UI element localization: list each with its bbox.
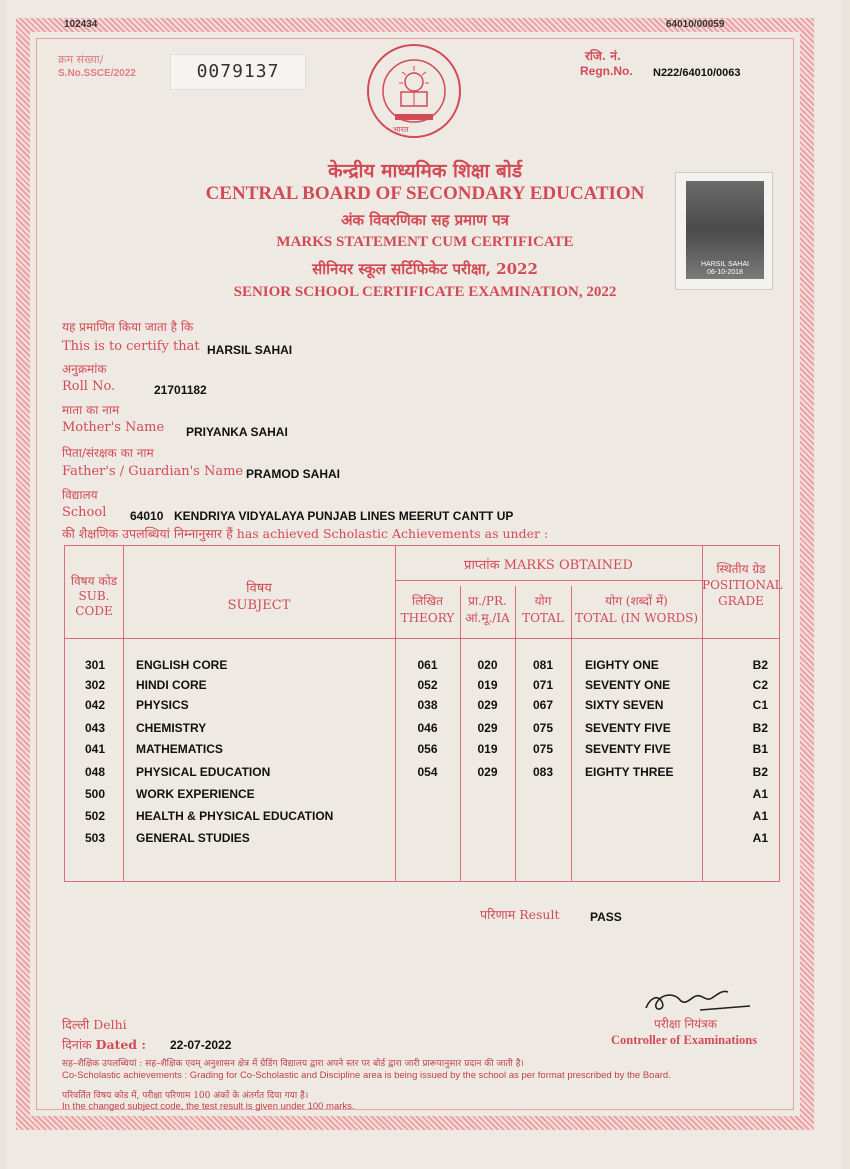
cell-total: 083 xyxy=(532,765,554,779)
seal-country: भारत xyxy=(393,125,409,134)
dated-hi: दिनांक xyxy=(62,1037,92,1052)
board-title-en: CENTRAL BOARD OF SECONDARY EDUCATION xyxy=(205,183,645,204)
note2-hi: परिवर्तित विषय कोड में, परीक्षा परिणाम 100 अंकों के अंतर्गत दिया गया है। xyxy=(62,1091,309,1101)
header-sub-code xyxy=(65,574,123,619)
exam-title-en: SENIOR SCHOOL CERTIFICATE EXAMINATION, 2022 xyxy=(233,284,617,300)
sheet-number: 102434 xyxy=(64,19,98,30)
cell-name: PHYSICAL EDUCATION xyxy=(136,765,271,779)
header-grade xyxy=(702,561,783,609)
cell-ia: 029 xyxy=(477,698,498,712)
cell-words: EIGHTY THREE xyxy=(585,765,674,779)
cell-name: HEALTH & PHYSICAL EDUCATION xyxy=(136,809,334,823)
header-theory-en: THEORY xyxy=(400,611,455,625)
cell-code: 043 xyxy=(85,721,106,735)
cell-theory: 038 xyxy=(417,698,438,712)
header-theory-hi: लिखित xyxy=(411,594,443,608)
cell-theory: 056 xyxy=(417,742,438,756)
serial-number: 0079137 xyxy=(170,54,306,90)
header-grade-en1: POSITIONAL xyxy=(702,578,783,592)
document-title-en: MARKS STATEMENT CUM CERTIFICATE xyxy=(276,234,574,250)
header-total-en: TOTAL xyxy=(522,611,564,625)
cell-total: 081 xyxy=(532,658,554,672)
roll-label-en: Roll No. xyxy=(62,379,116,394)
header-subject xyxy=(123,580,395,614)
cbse-seal-logo xyxy=(365,42,463,140)
school-label-en: School xyxy=(62,505,107,520)
mother-label-hi: माता का नाम xyxy=(62,403,120,417)
board-title-hi: केन्द्रीय माध्यमिक शिक्षा बोर्ड xyxy=(328,160,522,182)
cell-grade: B2 xyxy=(752,765,768,779)
header-sub-code-en2: CODE xyxy=(75,604,113,618)
certify-label-hi: यह प्रमाणित किया जाता है कि xyxy=(62,320,194,334)
issue-date: 22-07-2022 xyxy=(170,1038,232,1052)
reference-code: 64010/00059 xyxy=(666,19,725,30)
note2-en: In the changed subject code, the test result is given under 100 marks. xyxy=(62,1101,355,1112)
place-hi: दिल्ली xyxy=(62,1017,90,1032)
header-ia xyxy=(460,593,515,627)
father-label-hi: पिता/संरक्षक का नाम xyxy=(62,446,154,460)
mother-name: PRIYANKA SAHAI xyxy=(186,425,288,439)
cell-grade: C2 xyxy=(752,678,768,692)
mother-label-en: Mother's Name xyxy=(62,420,165,435)
cell-ia: 029 xyxy=(477,721,498,735)
table-row xyxy=(65,809,781,829)
document-title-hi: अंक विवरणिका सह प्रमाण पत्र xyxy=(341,211,509,229)
header-ia-hi: प्रा./PR. xyxy=(468,594,507,608)
cell-code: 301 xyxy=(85,658,106,672)
cell-words: SEVENTY ONE xyxy=(585,678,671,692)
result-label-en: Result xyxy=(519,907,560,922)
father-name: PRAMOD SAHAI xyxy=(246,467,341,481)
achieved-label-hi: की शैक्षणिक उपलब्धियां निम्नानुसार हैं xyxy=(62,526,233,541)
cell-name: CHEMISTRY xyxy=(136,721,207,735)
school-code: 64010 xyxy=(130,509,164,523)
cell-theory: 052 xyxy=(417,678,438,692)
header-divider xyxy=(65,638,779,639)
roll-label-hi: अनुक्रमांक xyxy=(62,362,107,376)
header-total-hi: योग xyxy=(534,594,552,608)
cell-code: 042 xyxy=(85,698,106,712)
header-grade-hi: स्थितीय ग्रेड xyxy=(716,562,766,576)
cell-ia: 019 xyxy=(477,678,498,692)
cell-theory: 046 xyxy=(417,721,438,735)
cell-grade: B1 xyxy=(752,742,768,756)
header-words-en: TOTAL (IN WORDS) xyxy=(574,611,699,625)
exam-title-hi: सीनियर स्कूल सर्टिफिकेट परीक्षा, 2022 xyxy=(312,260,538,278)
table-row xyxy=(65,698,781,718)
header-marks-obtained xyxy=(395,555,702,573)
cell-code: 302 xyxy=(85,678,106,692)
cell-ia: 029 xyxy=(477,765,498,779)
header-words-hi: योग (शब्दों में) xyxy=(605,594,668,608)
photo-caption-name: HARSIL SAHAI xyxy=(701,261,749,268)
result-value: PASS xyxy=(590,910,622,924)
certify-label-en: This is to certify that xyxy=(62,339,200,354)
serial-label-en: S.No.SSCE/2022 xyxy=(58,68,136,79)
table-row xyxy=(65,765,781,785)
dated-en: Dated : xyxy=(95,1037,147,1052)
header-subject-en: SUBJECT xyxy=(227,598,291,613)
roll-number: 21701182 xyxy=(154,383,207,397)
cell-grade: A1 xyxy=(752,831,768,845)
school-label-hi: विद्यालय xyxy=(62,488,98,502)
cell-code: 041 xyxy=(85,742,106,756)
regn-label-hi: रजि. नं. xyxy=(585,49,622,63)
dated-line xyxy=(62,1036,146,1053)
cell-theory: 054 xyxy=(417,765,438,779)
cell-name: WORK EXPERIENCE xyxy=(136,787,255,801)
achieved-line xyxy=(62,525,548,542)
header-total xyxy=(515,593,571,627)
cell-ia: 019 xyxy=(477,742,498,756)
header-marks-hi: प्राप्तांक xyxy=(464,558,500,573)
cell-code: 503 xyxy=(85,831,106,845)
candidate-name: HARSIL SAHAI xyxy=(207,343,293,357)
serial-label-hi: क्रम संख्या/ xyxy=(58,53,104,66)
header-subject-hi: विषय xyxy=(246,581,272,596)
header-ia-en: आं.मू./IA xyxy=(465,611,510,625)
cell-words: EIGHTY ONE xyxy=(585,658,659,672)
header-grade-en2: GRADE xyxy=(718,594,764,608)
cell-code: 502 xyxy=(85,809,106,823)
regn-label-en: Regn.No. xyxy=(580,64,633,78)
cell-ia: 020 xyxy=(477,658,498,672)
cell-total: 075 xyxy=(532,721,554,735)
cell-grade: A1 xyxy=(752,809,768,823)
place-en: Delhi xyxy=(93,1017,127,1032)
cell-total: 067 xyxy=(532,698,554,712)
controller-label-en: Controller of Examinations xyxy=(611,1033,758,1047)
table-row xyxy=(65,787,781,807)
table-row xyxy=(65,742,781,762)
school-name: KENDRIYA VIDYALAYA PUNJAB LINES MEERUT CANTT UP xyxy=(174,509,514,523)
result-label-hi: परिणाम xyxy=(480,907,516,922)
cell-name: MATHEMATICS xyxy=(136,742,223,756)
cell-grade: B2 xyxy=(752,721,768,735)
cell-grade: B2 xyxy=(752,658,768,672)
table-row xyxy=(65,678,781,698)
note1-hi: सह–शैक्षिक उपलब्धियां : सह–शैक्षिक एवम् अनुशासन क्षेत्र में ग्रेडिंग विद्यालय द्वारा अपने स्तर पर बोर्ड द्वारा जारी प्रारूपानुसार प्रदान की जाती है। xyxy=(62,1059,524,1069)
cell-total: 075 xyxy=(532,742,554,756)
cell-words: SEVENTY FIVE xyxy=(585,721,671,735)
cell-words: SIXTY SEVEN xyxy=(585,698,664,712)
regn-number: N222/64010/0063 xyxy=(653,67,741,79)
header-marks-en: MARKS OBTAINED xyxy=(503,558,633,573)
table-row xyxy=(65,721,781,741)
cell-name: GENERAL STUDIES xyxy=(136,831,250,845)
controller-label-hi: परीक्षा नियंत्रक xyxy=(654,1017,717,1031)
father-label-en: Father's / Guardian's Name xyxy=(62,464,244,479)
result-label xyxy=(480,906,559,923)
header-total-words xyxy=(571,593,702,627)
cell-theory: 061 xyxy=(417,658,438,672)
cell-words: SEVENTY FIVE xyxy=(585,742,671,756)
cell-grade: C1 xyxy=(752,698,768,712)
header-theory xyxy=(395,593,460,627)
cell-grade: A1 xyxy=(752,787,768,801)
controller-signature xyxy=(640,980,760,1020)
place-line xyxy=(62,1016,127,1033)
achieved-label-en: has achieved Scholastic Achievements as under : xyxy=(236,526,549,541)
cell-name: HINDI CORE xyxy=(136,678,207,692)
table-row xyxy=(65,658,781,678)
row-divider xyxy=(395,580,702,581)
header-sub-code-hi: विषय कोड xyxy=(70,574,118,588)
cell-code: 048 xyxy=(85,765,106,779)
photo-caption-date: 06-10-2018 xyxy=(707,269,743,276)
cell-code: 500 xyxy=(85,787,106,801)
note1-en: Co-Scholastic achievements : Grading for Co-Scholastic and Discipline area is being issued by the school as per format prescribed by the Board. xyxy=(62,1070,671,1081)
cell-total: 071 xyxy=(532,678,554,692)
table-row xyxy=(65,831,781,851)
cell-name: PHYSICS xyxy=(136,698,189,712)
header-sub-code-en1: SUB. xyxy=(78,589,110,603)
marks-table xyxy=(64,545,783,882)
cell-name: ENGLISH CORE xyxy=(136,658,228,672)
